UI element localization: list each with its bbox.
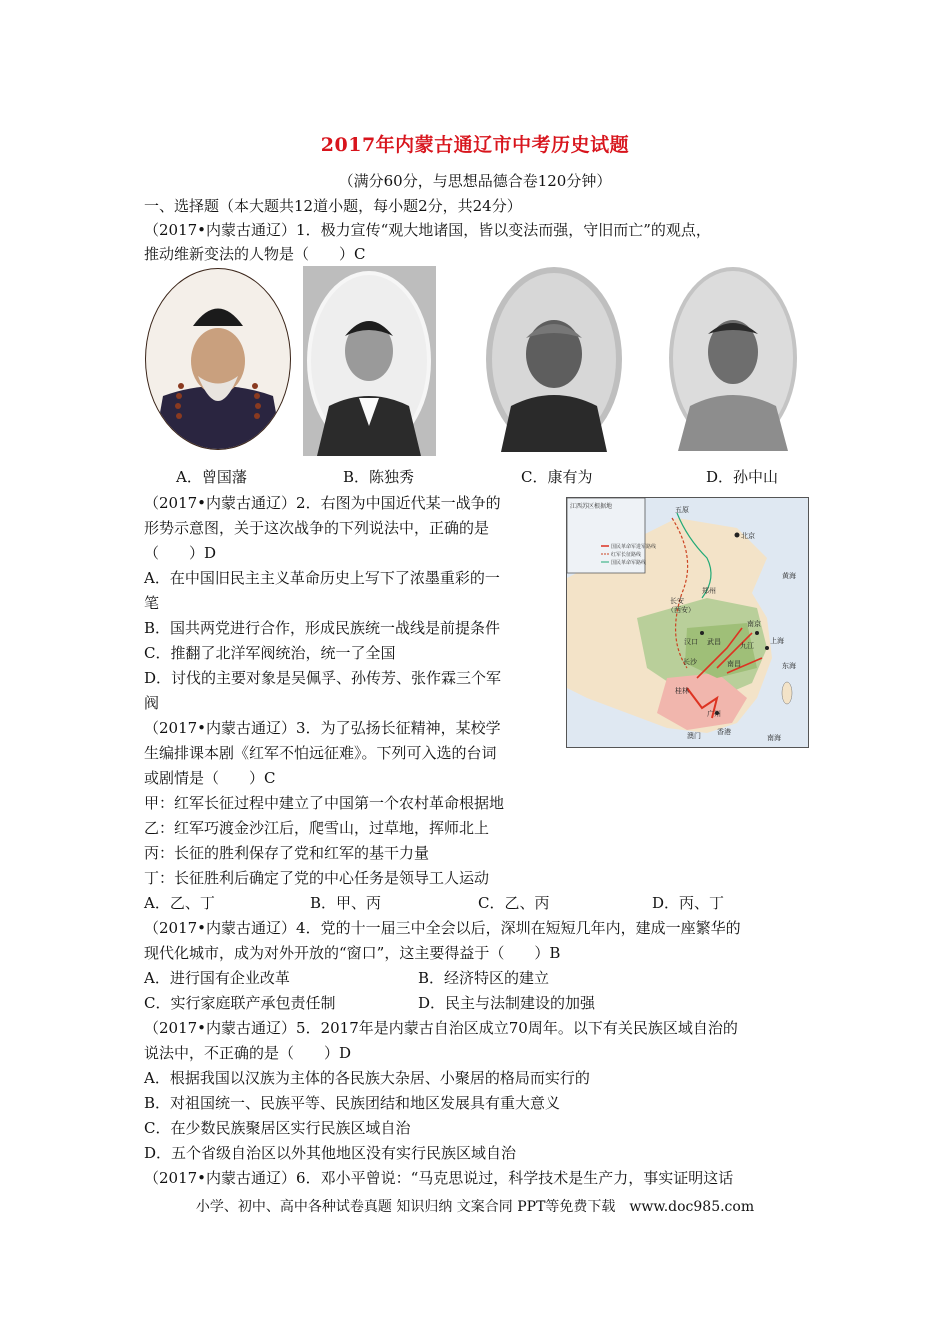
q3-line: 生编排课本剧《红军不怕远征难》。下列可入选的台词 bbox=[144, 744, 497, 762]
q3-line: （2017•内蒙古通辽）3．为了弘扬长征精神，某校学 bbox=[144, 719, 501, 737]
q1-stem-line2: 推动维新变法的人物是（ ）C bbox=[144, 245, 366, 263]
q1-stem-line1: （2017•内蒙古通辽）1．极力宣传“观大地诸国，皆以变法而强，守旧而亡”的观点， bbox=[144, 221, 711, 239]
map-label: （西安） bbox=[667, 606, 695, 614]
q2-line: 阀 bbox=[144, 694, 160, 712]
q2-line: C．推翻了北洋军阀统治，统一了全国 bbox=[144, 644, 396, 662]
map-label: 长安 bbox=[670, 597, 684, 605]
q4-option-c: C．实行家庭联产承包责任制 bbox=[144, 994, 336, 1012]
map-label: 北京 bbox=[741, 532, 755, 540]
q4-option-d: D．民主与法制建设的加强 bbox=[418, 994, 596, 1012]
q1-option-b: B．陈独秀 bbox=[343, 468, 415, 486]
map-label: 长沙 bbox=[683, 658, 697, 666]
map-label: 汉口 bbox=[684, 638, 698, 646]
q5-option-c: C．在少数民族聚居区实行民族区域自治 bbox=[144, 1119, 411, 1137]
q4-option-a: A．进行国有企业改革 bbox=[144, 969, 290, 987]
map-label: 桂林 bbox=[675, 687, 689, 695]
q4-stem-line1: （2017•内蒙古通辽）4．党的十一届三中全会以后，深圳在短短几年内，建成一座繁华的 bbox=[144, 919, 741, 937]
map-legend-1: 国民革命军进军路线 bbox=[611, 544, 657, 550]
portrait-a-image bbox=[143, 266, 293, 452]
q5-option-a: A．根据我国以汉族为主体的各民族大杂居、小聚居的格局而实行的 bbox=[144, 1069, 590, 1087]
map-inset-title: 江西苏区根据地 bbox=[570, 503, 613, 510]
q2-line: 形势示意图，关于这次战争的下列说法中，正确的是 bbox=[144, 519, 490, 537]
map-label: 南海 bbox=[767, 734, 781, 742]
map-label: 九江 bbox=[740, 642, 754, 650]
map-legend-3: 国民革命军路线 bbox=[611, 560, 647, 566]
war-situation-map bbox=[566, 497, 809, 748]
q2-line: D．讨伐的主要对象是吴佩孚、孙传芳、张作霖三个军 bbox=[144, 669, 502, 687]
q1-option-c: C．康有为 bbox=[521, 468, 593, 486]
page-title: 2017年内蒙古通辽市中考历史试题 bbox=[320, 134, 630, 156]
q3-line: 乙：红军巧渡金沙江后，爬雪山，过草地，挥师北上 bbox=[144, 819, 490, 837]
q5-stem-line1: （2017•内蒙古通辽）5．2017年是内蒙古自治区成立70周年。以下有关民族区域自治的 bbox=[144, 1019, 738, 1037]
map-label: 武昌 bbox=[707, 638, 721, 646]
map-label: 郑州 bbox=[702, 587, 716, 595]
q5-option-b: B．对祖国统一、民族平等、民族团结和地区发展具有重大意义 bbox=[144, 1094, 561, 1112]
map-label: 澳门 bbox=[687, 732, 701, 740]
q2-line: B．国共两党进行合作，形成民族统一战线是前提条件 bbox=[144, 619, 501, 637]
q3-line: 丁：长征胜利后确定了党的中心任务是领导工人运动 bbox=[144, 869, 490, 887]
q2-line: （ ）D bbox=[144, 544, 217, 562]
portrait-c-image bbox=[485, 266, 623, 452]
section-heading: 一、选择题（本大题共12道小题，每小题2分，共24分） bbox=[144, 197, 522, 215]
portrait-d-image bbox=[668, 266, 798, 451]
q3-line: 或剧情是（ ）C bbox=[144, 769, 276, 787]
q3-option-b: B．甲、丙 bbox=[310, 894, 382, 912]
q6-stem-line1: （2017•内蒙古通辽）6．邓小平曾说：“马克思说过，科学技术是生产力，事实证明这话 bbox=[144, 1169, 734, 1187]
map-label: 南京 bbox=[747, 620, 761, 628]
q1-option-d: D．孙中山 bbox=[706, 468, 779, 486]
q2-line: （2017•内蒙古通辽）2．右图为中国近代某一战争的 bbox=[144, 494, 501, 512]
q3-line: 甲：红军长征过程中建立了中国第一个农村革命根据地 bbox=[144, 794, 505, 812]
q1-option-a: A．曾国藩 bbox=[176, 468, 247, 486]
q2-line: 笔 bbox=[144, 594, 160, 612]
map-label: 上海 bbox=[770, 637, 784, 645]
q2-line: A．在中国旧民主主义革命历史上写下了浓墨重彩的一 bbox=[144, 569, 500, 587]
q4-stem-line2: 现代化城市，成为对外开放的“窗口”，这主要得益于（ ）B bbox=[144, 944, 561, 962]
map-label: 南昌 bbox=[727, 660, 741, 668]
map-legend-2: 红军长征路线 bbox=[611, 552, 642, 558]
q3-option-c: C．乙、丙 bbox=[478, 894, 550, 912]
map-label: 东海 bbox=[782, 662, 796, 670]
page-subtitle: （满分60分，与思想品德合卷120分钟） bbox=[338, 172, 612, 190]
q3-option-a: A．乙、丁 bbox=[144, 894, 215, 912]
q5-option-d: D．五个省级自治区以外其他地区没有实行民族区域自治 bbox=[144, 1144, 517, 1162]
q4-option-b: B．经济特区的建立 bbox=[418, 969, 550, 987]
page-footer: 小学、初中、高中各种试卷真题 知识归纳 文案合同 PPT等免费下载 www.doc985.com bbox=[195, 1199, 755, 1215]
map-label: 香港 bbox=[717, 728, 731, 736]
map-label: 黄海 bbox=[782, 572, 796, 580]
map-label: 五原 bbox=[675, 506, 689, 514]
q5-stem-line2: 说法中，不正确的是（ ）D bbox=[144, 1044, 352, 1062]
map-label: 广州 bbox=[707, 710, 721, 718]
q3-option-d: D．丙、丁 bbox=[652, 894, 725, 912]
q3-line: 丙：长征的胜利保存了党和红军的基干力量 bbox=[144, 844, 430, 862]
portrait-b-image bbox=[303, 266, 436, 456]
